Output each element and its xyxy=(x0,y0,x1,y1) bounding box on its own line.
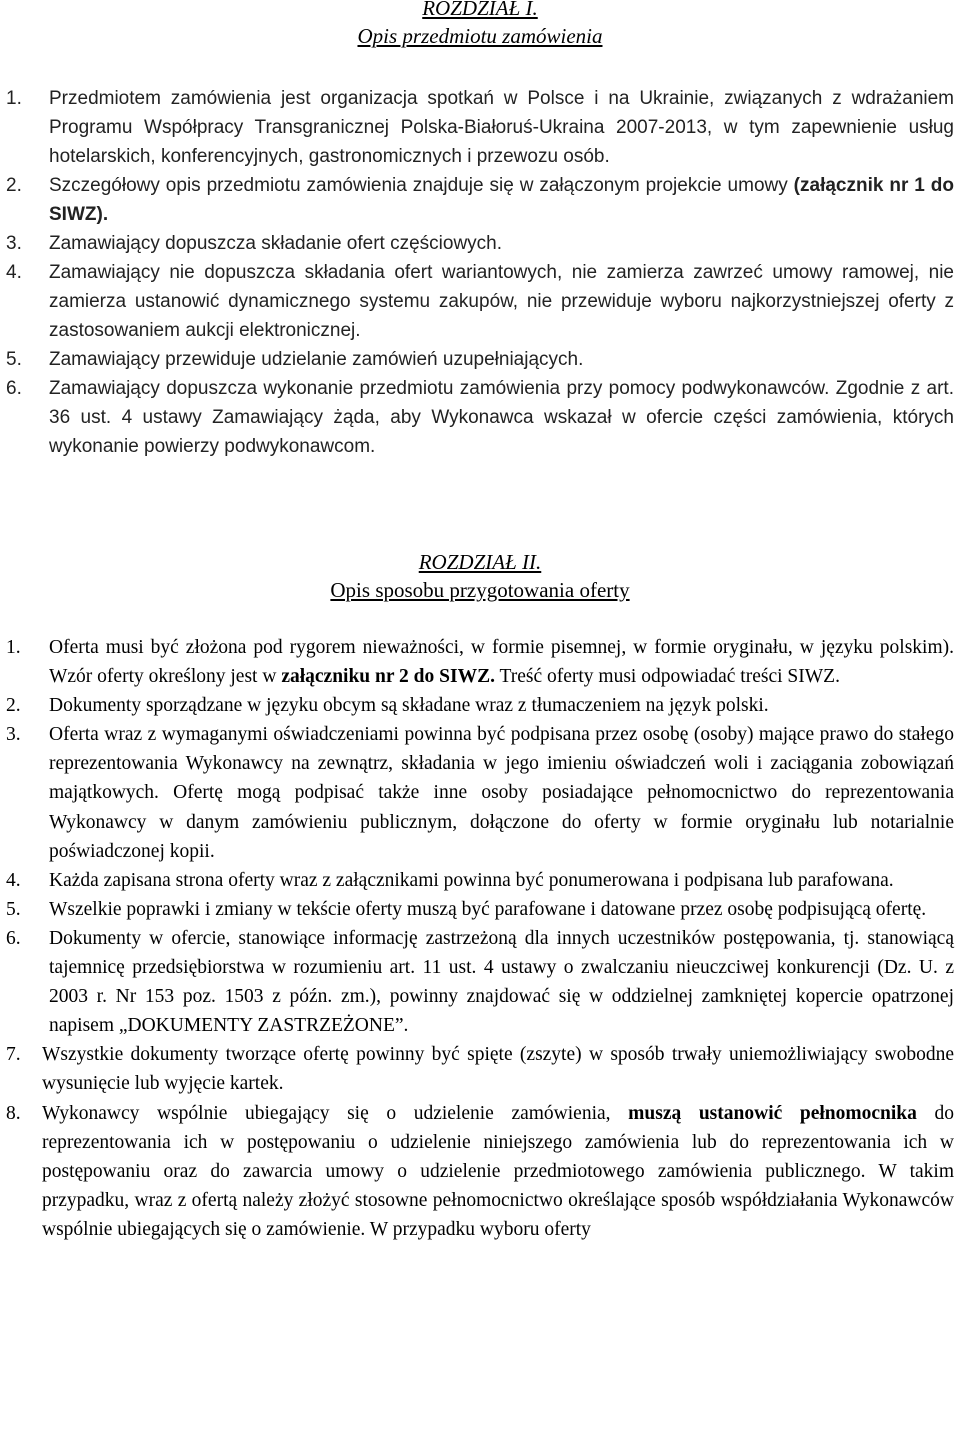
text-run: Każda zapisana strona oferty wraz z załącznikami powinna być ponumerowana i podpisana lub parafowana. xyxy=(49,869,894,891)
list-item-text xyxy=(49,866,954,895)
text-run: Wykonawcy wspólnie ubiegający się o udzielenie zamówienia, xyxy=(42,1102,629,1124)
list-item-number: 4. xyxy=(6,869,21,891)
text-run: Zamawiający przewiduje udzielanie zamówień uzupełniających. xyxy=(49,349,584,370)
list-item-number: 1. xyxy=(6,88,22,109)
list-item xyxy=(0,345,960,374)
list-item-text xyxy=(49,171,954,229)
list-item-number: 5. xyxy=(6,349,22,370)
list-item-text xyxy=(49,924,954,1040)
chapter-1-list xyxy=(0,84,960,461)
chapter-2-heading xyxy=(0,548,960,604)
list-item xyxy=(0,633,960,691)
text-run: Przedmiotem zamówienia jest organizacja spotkań w Polsce i na Ukrainie, związanych z wdrażaniem Programu Współpracy Transgranicznej Polska-Białoruś-Ukraina 2007-2013, w tym zapewnienie usług hotelarskich, konferencyjnych, gastronomicznych i przewozu osób. xyxy=(49,88,954,167)
list-item-text xyxy=(49,258,954,345)
list-item-number: 5. xyxy=(6,898,21,920)
text-run: Zamawiający dopuszcza składanie ofert częściowych. xyxy=(49,233,503,254)
text-run: Zamawiający nie dopuszcza składania ofert wariantowych, nie zamierza zawrzeć umowy ramowej, nie zamierza ustanowić dynamicznego systemu zakupów, nie przewiduje wyboru najkorzystniejszej oferty z zastosowaniem aukcji elektronicznej. xyxy=(49,262,954,341)
list-item-number: 2. xyxy=(6,175,22,196)
list-item-text xyxy=(49,691,954,720)
list-item-number: 7. xyxy=(6,1044,21,1066)
list-item-text xyxy=(42,1099,954,1244)
chapter-1-subtitle: Opis przedmiotu zamówienia xyxy=(357,24,603,48)
list-item-number: 4. xyxy=(6,262,22,283)
chapter-1-heading xyxy=(0,0,960,50)
list-item-text xyxy=(49,720,954,865)
list-item xyxy=(0,1040,960,1098)
list-item-number: 2. xyxy=(6,695,21,717)
list-item-text xyxy=(49,84,954,171)
list-item xyxy=(0,258,960,345)
text-run: Wszelkie poprawki i zmiany w tekście oferty muszą być parafowane i datowane przez osobę podpisującą ofertę. xyxy=(49,898,927,920)
text-run: Oferta musi być złożona pod rygorem nieważności, w formie pisemnej, w formie oryginału, w języku polskim). Wzór oferty określony jest w xyxy=(49,637,954,688)
list-item-text xyxy=(49,633,954,691)
text-run: Oferta wraz z wymaganymi oświadczeniami powinna być podpisana przez osobę (osoby) mające prawo do stałego reprezentowania Wykonawcy na zewnątrz, składania w jego imieniu oświadczeń woli i zaciągania zobowiązań majątkowych. Ofertę mogą podpisać także inne osoby posiadające pełnomocnictwo do reprezentowania Wykonawcy w danym zamówieniu publicznym, dołączone do oferty w formie oryginału lub notarialnie poświadczonej kopii. xyxy=(49,724,954,862)
bold-text: załączniku nr 2 do SIWZ. xyxy=(281,666,495,688)
chapter-2-subtitle: Opis sposobu przygotowania oferty xyxy=(330,578,630,602)
text-run: Szczegółowy opis przedmiotu zamówienia znajduje się w załączonym projekcie umowy xyxy=(49,175,794,196)
list-item xyxy=(0,691,960,720)
bold-text: (załącznik nr 1 do SIWZ). xyxy=(49,175,954,225)
list-item xyxy=(0,374,960,461)
chapter-2-list xyxy=(0,633,960,1244)
text-run: Zamawiający dopuszcza wykonanie przedmiotu zamówienia przy pomocy podwykonawców. Zgodnie z art. 36 ust. 4 ustawy Zamawiający żąda, aby Wykonawca wskazał w ofercie części zamówienia, których wykonanie powierzy podwykonawcom. xyxy=(49,378,954,457)
chapter-2-title: ROZDZIAŁ II. xyxy=(418,550,542,574)
list-item-text xyxy=(49,345,954,374)
list-item-number: 3. xyxy=(6,724,21,746)
list-item xyxy=(0,895,960,924)
bold-text: muszą ustanowić pełnomocnika xyxy=(628,1102,917,1124)
list-item-number: 6. xyxy=(6,378,22,399)
list-item xyxy=(0,720,960,865)
list-item-number: 1. xyxy=(6,637,21,658)
list-item-text xyxy=(49,895,954,924)
list-item-text xyxy=(42,1040,954,1098)
list-item-text xyxy=(49,229,954,258)
list-item xyxy=(0,84,960,171)
chapter-1-title: ROZDZIAŁ I. xyxy=(422,0,538,20)
list-item xyxy=(0,924,960,1040)
list-item-text xyxy=(49,374,954,461)
list-item xyxy=(0,171,960,229)
list-item-number: 6. xyxy=(6,927,21,949)
text-run: Dokumenty w ofercie, stanowiące informację zastrzeżoną dla innych uczestników postępowania, tj. stanowiącą tajemnicę przedsiębiorstwa w rozumieniu art. 11 ust. 4 ustawy o zwalczaniu nieuczciwej konkurencji (Dz. U. z 2003 r. Nr 153 poz. 1503 z późn. zm.), powinny znajdować się w oddzielnej zamkniętej kopercie opatrzonej napisem „DOKUMENTY ZASTRZEŻONE”. xyxy=(49,927,954,1037)
list-item-number: 8. xyxy=(6,1102,21,1124)
text-run: Wszystkie dokumenty tworzące ofertę powinny być spięte (zszyte) w sposób trwały uniemożliwiający swobodne wysunięcie lub wyjęcie kartek. xyxy=(42,1044,954,1095)
list-item xyxy=(0,229,960,258)
list-item xyxy=(0,866,960,895)
text-run: do reprezentowania ich w postępowaniu o udzielenie niniejszego zamówienia lub do reprezentowania ich w postępowaniu oraz do zawarcia umowy o udzielenie przedmiotowego zamówienia publicznego. W takim przypadku, wraz z ofertą należy złożyć stosowne pełnomocnictwo określające sposób współdziałania Wykonawców wspólnie ubiegających się o zamówienie. W przypadku wyboru oferty xyxy=(42,1102,955,1240)
list-item xyxy=(0,1099,960,1244)
text-run: Treść oferty musi odpowiadać treści SIWZ. xyxy=(494,666,840,688)
text-run: Dokumenty sporządzane w języku obcym są składane wraz z tłumaczeniem na język polski. xyxy=(49,695,769,717)
list-item-number: 3. xyxy=(6,233,22,254)
